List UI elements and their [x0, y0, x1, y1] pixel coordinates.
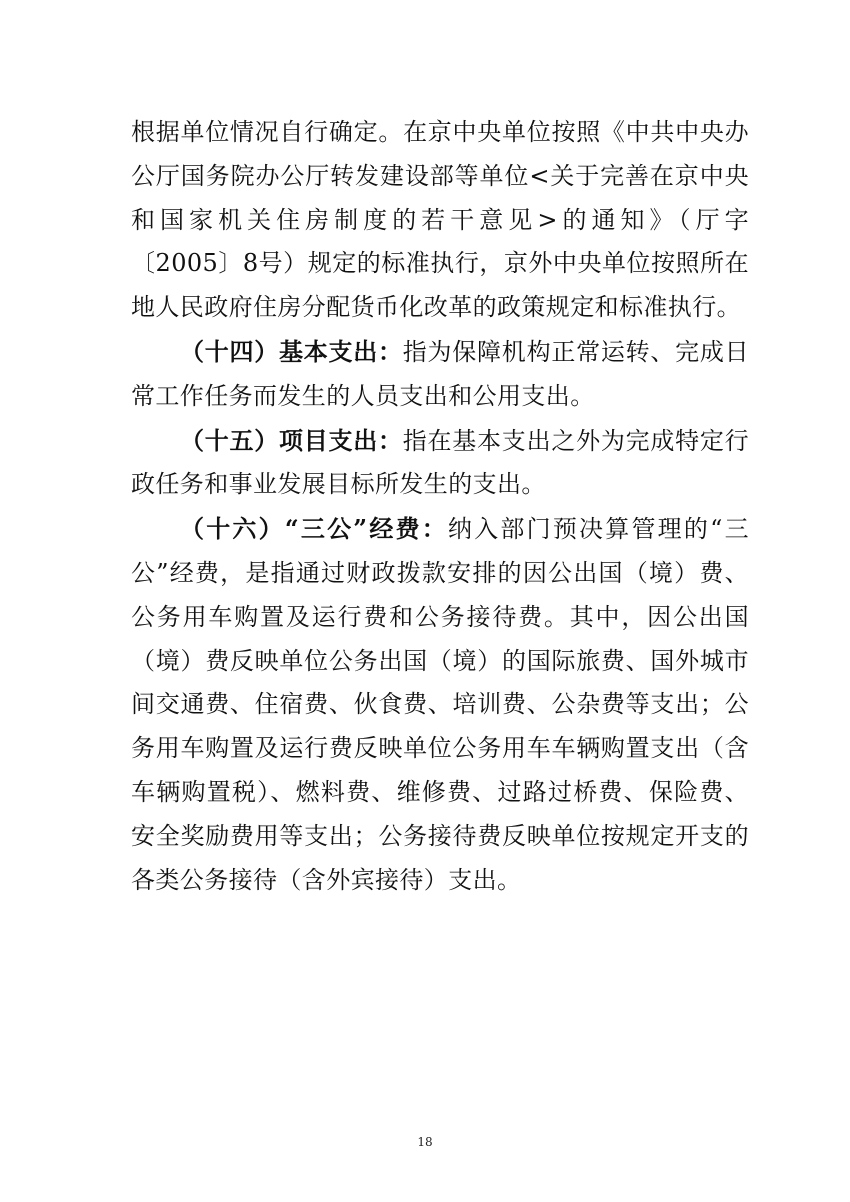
- paragraph-basic-expenditure: [131, 330, 749, 419]
- paragraph-three-public-expenses: [131, 507, 749, 902]
- paragraph-project-expenditure: [131, 419, 749, 508]
- paragraph-text: 纳入部门预决算管理的“三公”经费，是指通过财政拨款安排的因公出国（境）费、公务用车购置及运行费和公务接待费。其中，因公出国（境）费反映单位公务出国（境）的国际旅费、国外城市间交通费、住宿费、伙食费、培训费、公杂费等支出；公务用车购置及运行费反映单位公务用车车辆购置支出（含车辆购置税）、燃料费、维修费、过路过桥费、保险费、安全奖励费用等支出；公务接待费反映单位按规定开支的各类公务接待（含外宾接待）支出。: [131, 515, 749, 894]
- document-body: [131, 111, 749, 902]
- term-heading: （十五）项目支出：: [180, 425, 403, 455]
- paragraph-continuation: [131, 111, 749, 330]
- page-number: 18: [417, 1135, 433, 1149]
- term-heading: （十四）基本支出：: [180, 336, 403, 366]
- paragraph-text: 指为保障机构正常运转、完成日常工作任务而发生的人员支出和公用支出。: [131, 337, 749, 410]
- paragraph-text: 指在基本支出之外为完成特定行政任务和事业发展目标所发生的支出。: [131, 426, 749, 499]
- term-heading: （十六）“三公”经费：: [180, 514, 448, 544]
- paragraph-text: 根据单位情况自行确定。在京中央单位按照《中共中央办公厅国务院办公厅转发建设部等单位<关于完善在京中央和国家机关住房制度的若干意见>的通知》（厅字〔2005〕8号）规定的标准执行，京外中央单位按照所在地人民政府住房分配货币化改革的政策规定和标准执行。: [131, 118, 749, 322]
